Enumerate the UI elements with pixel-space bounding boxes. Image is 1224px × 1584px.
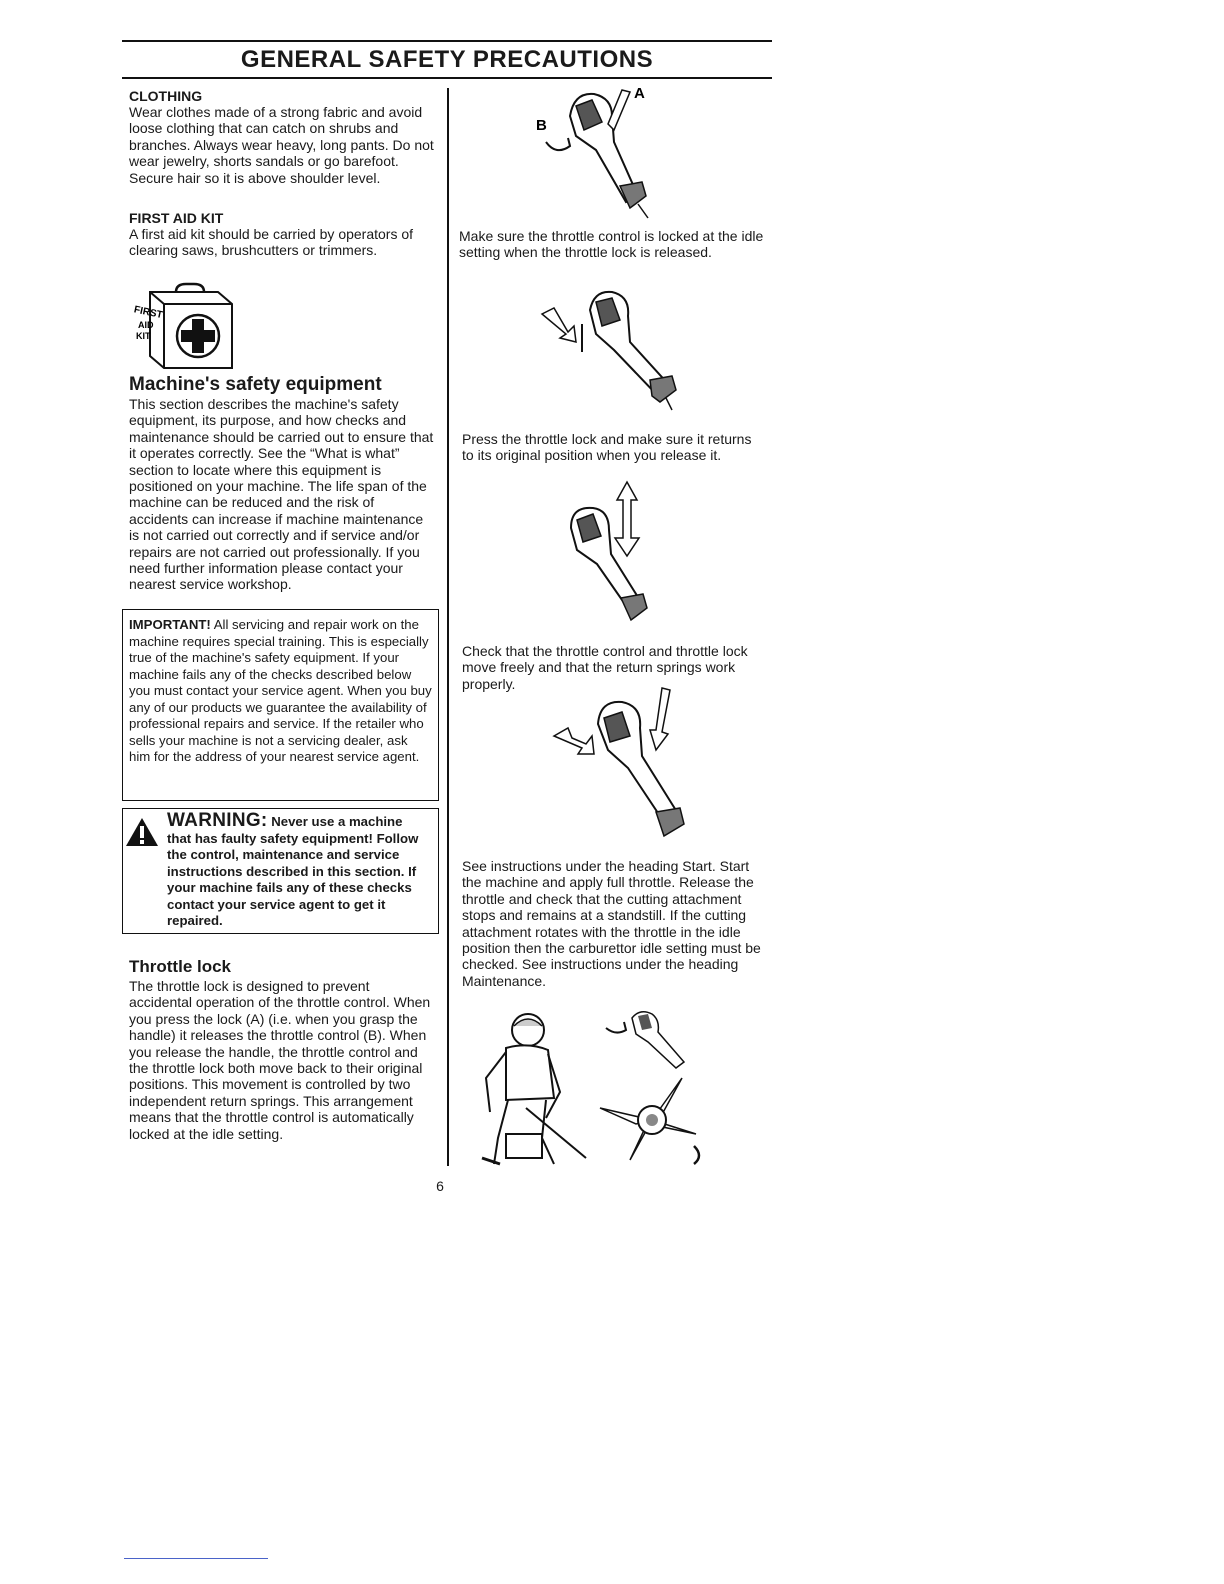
step4-text: See instructions under the heading Start. Start the machine and apply full throttle. Release the throttle and check that the cutting attachment stops and remains at a standstill. If the cutting attachment rotates with the throttle in the idle position then the carburettor idle setting must be checked. See instructions under the heading Maintenance.	[462, 858, 761, 989]
machine-safety-text: This section describes the machine's safety equipment, its purpose, and how checks and maintenance should be carried out to ensure that it operates correctly. See the “What is what” section to locate where this equipment is positioned on your machine. The life span of the machine can be reduced and the risk of accidents can increase if machine maintenance is not carried out correctly and if service and/or repairs are not carried out professionally. If you need further information please contact your nearest service workshop.	[129, 396, 434, 593]
column-divider	[447, 88, 449, 1166]
step3-text: Check that the throttle control and throttle lock move freely and that the return springs work properly.	[462, 643, 748, 692]
page-number: 6	[436, 1178, 444, 1194]
throttle-handle-illustration	[530, 86, 670, 220]
machine-safety-section	[129, 374, 434, 593]
operator-illustration	[476, 1008, 596, 1168]
important-text: All servicing and repair work on the machine requires special training. This is especially true of the machine's safety equipment. If your machine fails any of the checks described below you must contact your service agent. When you buy any of our products we guarantee the availability of professional repairs and service. If the retailer who sells your machine is not a servicing dealer, ask him for the address of your nearest service agent.	[129, 617, 432, 764]
clothing-text: Wear clothes made of a strong fabric and avoid loose clothing that can catch on shrubs and branches. Always wear heavy, long pants. Do not wear jewelry, shorts sandals or go barefoot. Secure hair so it is above shoulder level.	[129, 104, 434, 186]
title-underline	[122, 77, 772, 79]
kit-label-kit: KIT	[136, 331, 151, 341]
footer-link-line[interactable]	[124, 1558, 268, 1559]
clothing-heading: CLOTHING	[129, 88, 203, 104]
kit-label-first: FIRST	[132, 304, 164, 322]
throttle-lock-heading: Throttle lock	[129, 957, 232, 976]
trimmer-head-illustration	[596, 1074, 708, 1166]
throttle-handle-illustration-5	[604, 1008, 694, 1072]
throttle-lock-section	[129, 956, 434, 1142]
throttle-handle-illustration-2	[538, 286, 688, 414]
step2-text: Press the throttle lock and make sure it returns to its original position when you release it.	[462, 431, 752, 464]
label-a: A	[634, 85, 645, 102]
step1-text-block	[459, 228, 764, 261]
step4-text-block	[462, 858, 767, 989]
label-b: B	[536, 117, 547, 134]
important-box	[122, 609, 439, 801]
warning-label: WARNING:	[167, 810, 268, 831]
warning-triangle-icon	[125, 817, 159, 847]
step2-text-block	[462, 431, 767, 464]
first-aid-heading: FIRST AID KIT	[129, 210, 224, 226]
first-aid-kit-icon	[132, 284, 236, 372]
clothing-section	[129, 88, 434, 186]
warning-text: Never use a machine that has faulty safety equipment! Follow the control, maintenance and service instructions described in this section. If your machine fails any of these checks contact your service agent to get it repaired.	[167, 814, 419, 928]
top-rule	[122, 40, 772, 42]
warning-box	[122, 808, 439, 934]
throttle-handle-illustration-3	[563, 480, 673, 624]
important-label: IMPORTANT!	[129, 617, 211, 632]
first-aid-text: A first aid kit should be carried by operators of clearing saws, brushcutters or trimmers.	[129, 226, 414, 259]
machine-safety-heading: Machine's safety equipment	[129, 374, 382, 395]
page-title: GENERAL SAFETY PRECAUTIONS	[240, 46, 654, 73]
throttle-handle-illustration-4	[552, 684, 702, 840]
step1-text: Make sure the throttle control is locked at the idle setting when the throttle lock is released.	[459, 228, 764, 261]
kit-label-aid: AID	[138, 320, 154, 330]
throttle-lock-text: The throttle lock is designed to prevent accidental operation of the throttle control. When you press the lock (A) (i.e. when you grasp the handle) it releases the throttle control (B). When you release the handle, the throttle control and the throttle lock both move back to their original positions. This movement is controlled by two independent return springs. This arrangement means that the throttle control is automatically locked at the idle setting.	[129, 978, 431, 1142]
first-aid-section	[129, 210, 429, 259]
important-paragraph	[129, 617, 432, 766]
warning-paragraph	[167, 810, 430, 930]
